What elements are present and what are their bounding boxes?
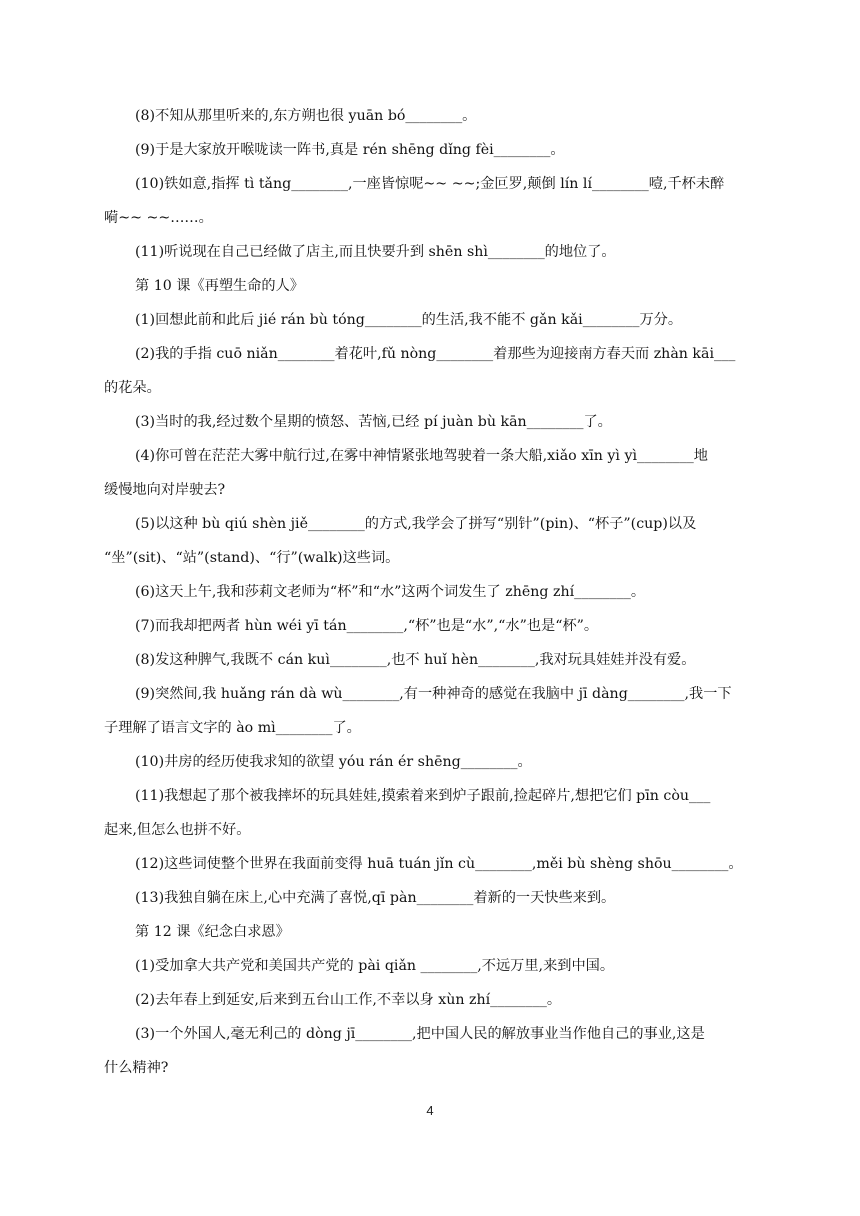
exercise-line: (5)以这种 bù qiú shèn jiě________的方式,我学会了拼写“别针”(pin)、“杯子”(cup)以及 [135, 516, 697, 532]
exercise-line: 子理解了语言文字的 ào mì________了。 [104, 720, 361, 736]
exercise-line: 嗬~~ ~~……。 [104, 210, 213, 226]
page-number: 4 [426, 1103, 434, 1118]
exercise-line: (9)突然间,我 huǎng rán dà wù________,有一种神奇的感觉在我脑中 jī dàng________,我一下 [135, 686, 732, 702]
lesson-heading: 第 10 课《再塑生命的人》 [135, 278, 304, 294]
exercise-line: (8)不知从那里听来的,东方朔也很 yuān bó________。 [135, 108, 477, 124]
exercise-line: 起来,但怎么也拼不好。 [104, 822, 251, 838]
exercise-line: 什么精神? [104, 1060, 169, 1076]
exercise-line: (9)于是大家放开喉咙读一阵书,真是 rén shēng dǐng fèi________。 [135, 142, 565, 158]
exercise-line: (3)当时的我,经过数个星期的愤怒、苦恼,已经 pí juàn bù kān________了。 [135, 414, 612, 430]
exercise-line: (11)我想起了那个被我摔坏的玩具娃娃,摸索着来到炉子跟前,捡起碎片,想把它们 pīn còu___ [135, 788, 711, 804]
exercise-line: 的花朵。 [104, 380, 161, 396]
exercise-line: (1)回想此前和此后 jié rán bù tóng________的生活,我不能不 gǎn kǎi________万分。 [135, 312, 683, 328]
exercise-line: (4)你可曾在茫茫大雾中航行过,在雾中神情紧张地驾驶着一条大船,xiǎo xīn yì yì________地 [135, 448, 708, 464]
exercise-line: (10)井房的经历使我求知的欲望 yóu rán ér shēng________。 [135, 754, 532, 770]
exercise-line: (8)发这种脾气,我既不 cán kuì________,也不 huǐ hèn________,我对玩具娃娃并没有爱。 [135, 652, 696, 668]
exercise-line: (2)去年春上到延安,后来到五台山工作,不幸以身 xùn zhí________。 [135, 992, 562, 1008]
exercise-line: (3)一个外国人,毫无利己的 dòng jī________,把中国人民的解放事业当作他自己的事业,这是 [135, 1026, 705, 1042]
exercise-line: 缓慢地向对岸驶去? [104, 482, 226, 498]
exercise-line: (6)这天上午,我和莎莉文老师为“杯”和“水”这两个词发生了 zhēng zhí________。 [135, 584, 646, 600]
exercise-line: (12)这些词使整个世界在我面前变得 huā tuán jǐn cù________,měi bù shèng shōu________。 [135, 856, 743, 872]
exercise-line: (11)听说现在自己已经做了店主,而且快要升到 shēn shì________的地位了。 [135, 244, 616, 260]
exercise-line: (2)我的手指 cuō niǎn________着花叶,fǔ nòng________着那些为迎接南方春天而 zhàn kāi___ [135, 346, 736, 362]
exercise-line: (7)而我却把两者 hùn wéi yī tán________,“杯”也是“水”,“水”也是“杯”。 [135, 618, 599, 634]
lesson-heading: 第 12 课《纪念白求恩》 [135, 924, 290, 940]
exercise-line: “坐”(sit)、“站”(stand)、“行”(walk)这些词。 [104, 550, 400, 566]
exercise-line: (13)我独自躺在床上,心中充满了喜悦,qī pàn________着新的一天快些来到。 [135, 890, 616, 906]
exercise-line: (1)受加拿大共产党和美国共产党的 pài qiǎn ________,不远万里,来到中国。 [135, 958, 615, 974]
exercise-line: (10)铁如意,指挥 tì tǎng________,一座皆惊呢~~ ~~;金叵罗,颠倒 lín lí________噎,千杯未醉 [135, 176, 725, 192]
